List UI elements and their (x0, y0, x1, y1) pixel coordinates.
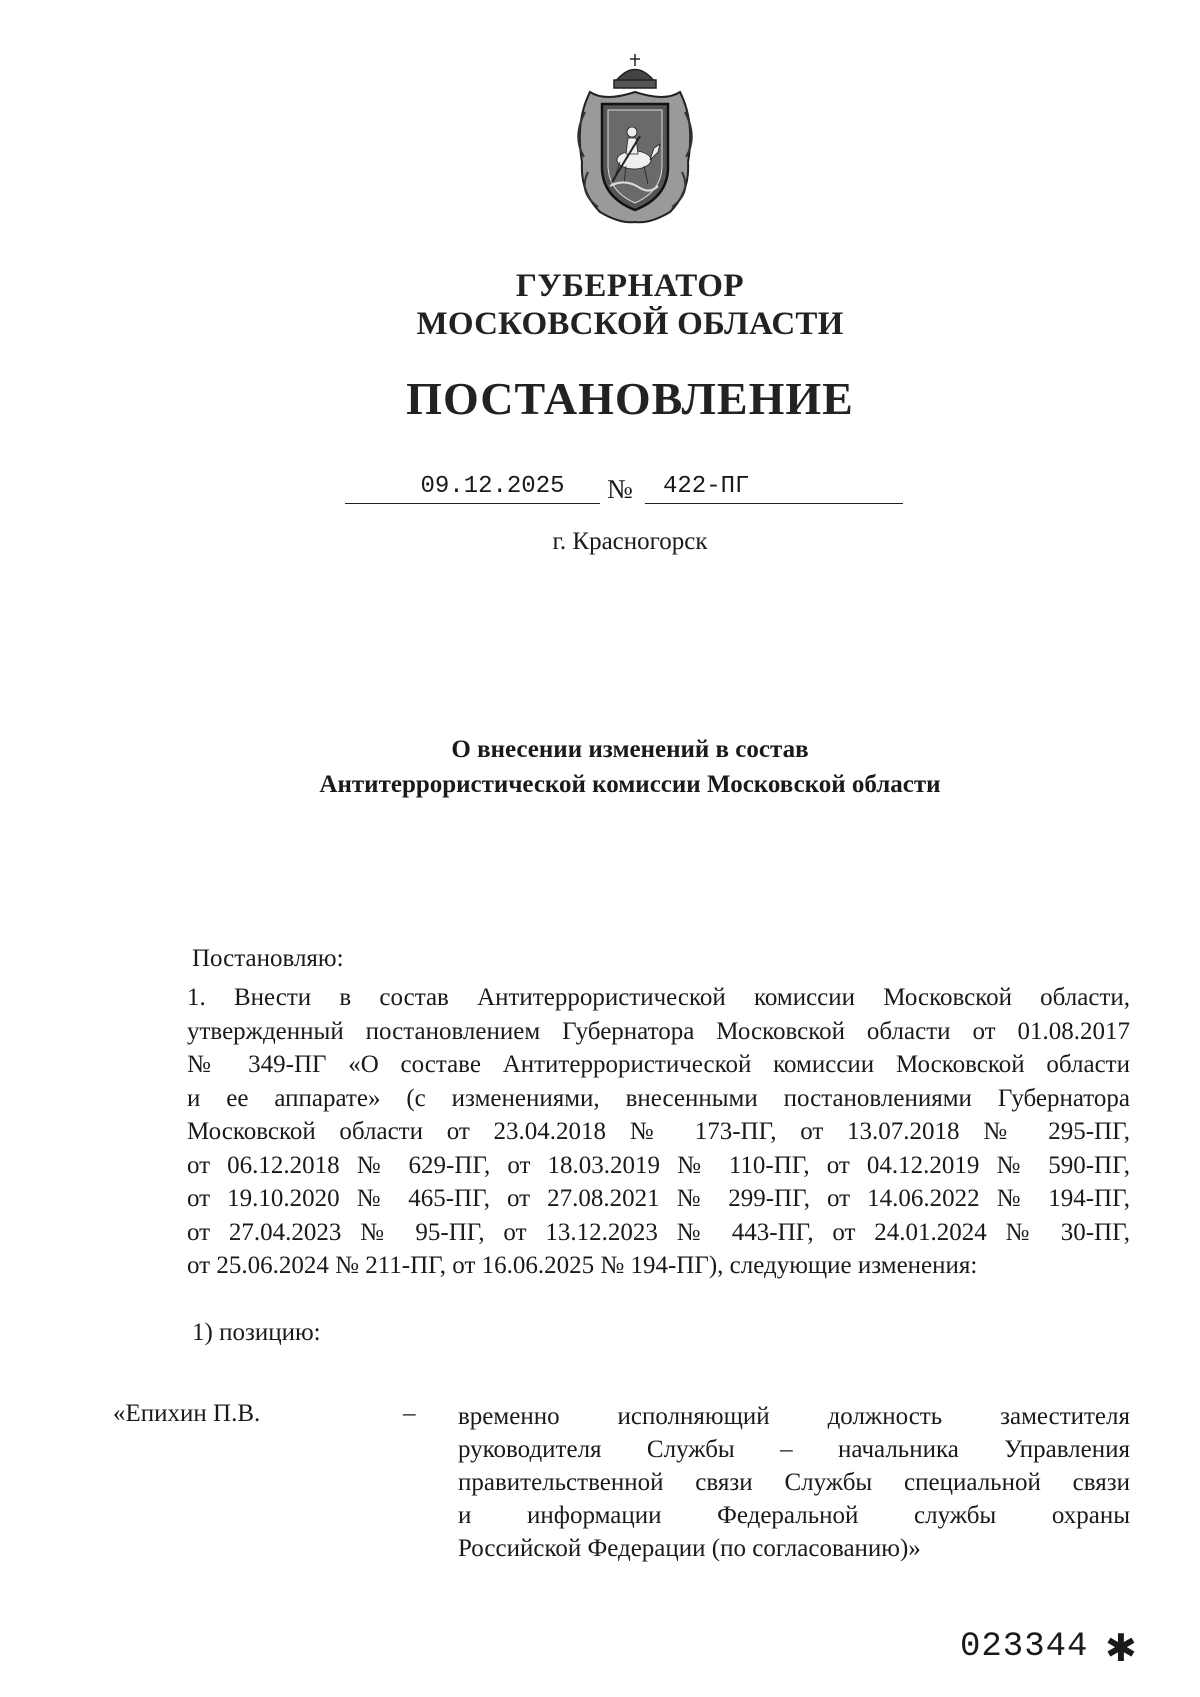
paragraph-line: 1. Внести в состав Антитеррористической комиссии Московской области, (187, 984, 1130, 1011)
paragraph-line: Московской области от 23.04.2018 № 173-ПГ, от 13.07.2018 № 295-ПГ, (187, 1118, 1130, 1145)
date-number-row (345, 470, 905, 510)
entry-dash: – (403, 1400, 416, 1427)
paragraph-line: от 27.04.2023 № 95-ПГ, от 13.12.2023 № 443-ПГ, от 24.01.2024 № 30-ПГ, (187, 1218, 1130, 1246)
paragraph-line: № 349-ПГ «О составе Антитеррористической комиссии Московской области (187, 1051, 1130, 1078)
entry-desc-line: и информации Федеральной службы охраны (458, 1502, 1130, 1529)
serial-star-icon: ✱ (1105, 1626, 1137, 1670)
authority-title-line-2: МОСКОВСКОЙ ОБЛАСТИ (416, 306, 844, 342)
paragraph-line: и ее аппарате» (с изменениями, внесенными постановлениями Губернатора (187, 1084, 1130, 1112)
paragraph-1 (117, 981, 1130, 1283)
authority-title-line-1: ГУБЕРНАТОР (515, 268, 745, 304)
item-1-label: 1) позицию: (192, 1319, 321, 1346)
moscow-oblast-coat-of-arms-icon (570, 52, 700, 227)
document-date: 09.12.2025 (345, 470, 600, 504)
subject-line-2: Антитеррористической комиссии Московской области (319, 771, 941, 798)
document-number: 422-ПГ (645, 470, 903, 504)
entry-position-description (458, 1400, 1130, 1565)
document-city: г. Красногорск (552, 528, 708, 555)
paragraph-line: от 06.12.2018 № 629-ПГ, от 18.03.2019 № 110-ПГ, от 04.12.2019 № 590-ПГ, (187, 1151, 1130, 1179)
serial-number: 023344 (960, 1628, 1089, 1666)
entry-person-name: «Епихин П.В. (113, 1400, 261, 1427)
paragraph-line: от 19.10.2020 № 465-ПГ, от 27.08.2021 № 299-ПГ, от 14.06.2022 № 194-ПГ, (187, 1185, 1130, 1212)
paragraph-line: от 25.06.2024 № 211-ПГ, от 16.06.2025 № 194-ПГ), следующие изменения: (187, 1252, 978, 1279)
composition-entry (113, 1400, 1133, 1600)
subject-line-1: О внесении изменений в состав (451, 736, 809, 763)
entry-desc-line: временно исполняющий должность заместителя (458, 1403, 1130, 1430)
paragraph-line: утвержденный постановлением Губернатора Московской области от 01.08.2017 (187, 1017, 1130, 1045)
document-type-title: ПОСТАНОВЛЕНИЕ (406, 373, 854, 424)
entry-desc-line: правительственной связи Службы специальной связи (458, 1469, 1130, 1496)
entry-desc-line: Российской Федерации (по согласованию)» (458, 1535, 921, 1562)
entry-desc-line: руководителя Службы – начальника Управления (458, 1436, 1130, 1463)
resolve-statement: Постановляю: (192, 945, 344, 972)
number-sign: № (607, 474, 633, 504)
